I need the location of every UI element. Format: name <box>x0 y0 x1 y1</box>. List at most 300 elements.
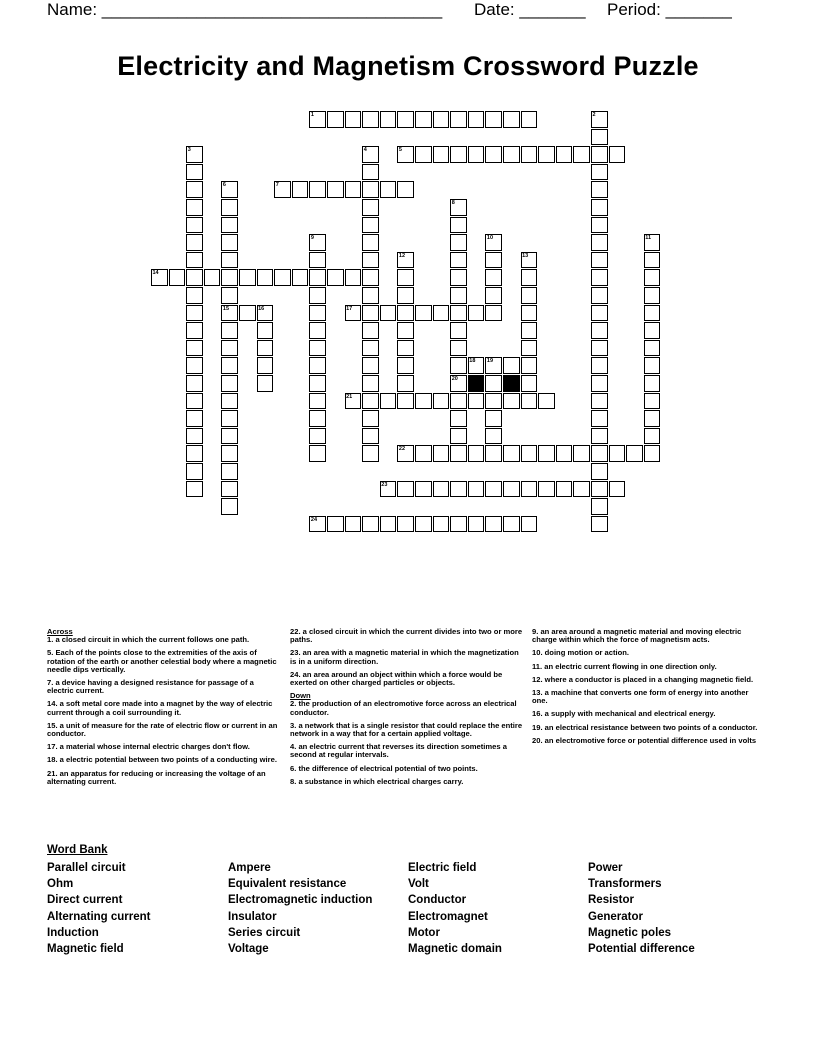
clue-across-23: 23. an area with a magnetic material in which the magnetization is in a uniform direction. <box>290 648 519 666</box>
crossword-cell[interactable] <box>450 252 467 269</box>
word-bank-item: Electric field <box>408 862 477 874</box>
crossword-cell[interactable] <box>450 305 467 322</box>
crossword-cell[interactable] <box>186 322 203 339</box>
crossword-cell[interactable] <box>503 445 520 462</box>
crossword-cell[interactable] <box>450 340 467 357</box>
crossword-cell[interactable] <box>591 305 608 322</box>
crossword-cell[interactable] <box>186 199 203 216</box>
clue-number: 1 <box>310 112 314 118</box>
crossword-cell[interactable] <box>644 252 661 269</box>
crossword-cell[interactable] <box>591 498 608 515</box>
date-field-label[interactable]: Date: _______ <box>474 0 586 19</box>
crossword-cell[interactable] <box>433 146 450 163</box>
crossword-cell[interactable] <box>397 305 414 322</box>
crossword-cell[interactable] <box>380 305 397 322</box>
crossword-cell[interactable] <box>468 481 485 498</box>
crossword-cell[interactable] <box>573 146 590 163</box>
crossword-cell[interactable] <box>485 375 502 392</box>
crossword-cell[interactable] <box>644 428 661 445</box>
name-field-label[interactable]: Name: ____________________________________ <box>47 0 443 19</box>
clue-down-9: 9. an area around a magnetic material and moving electric charge within which the force of magnetism acts. <box>532 627 742 645</box>
crossword-cell[interactable] <box>503 516 520 533</box>
crossword-cell[interactable] <box>521 146 538 163</box>
crossword-cell[interactable] <box>485 516 502 533</box>
word-bank-item: Volt <box>408 878 429 891</box>
across-heading: Across <box>47 627 73 636</box>
clue-across-5: 5. Each of the points close to the extremities of the axis of rotation of the earth or another celestial body where a magnetic needle dips vertically. <box>47 648 277 674</box>
crossword-cell[interactable] <box>415 393 432 410</box>
crossword-cell[interactable] <box>186 217 203 234</box>
clue-number: 17 <box>346 305 353 312</box>
word-bank-item: Direct current <box>47 894 123 907</box>
crossword-cell[interactable] <box>591 322 608 339</box>
clue-number: 11 <box>645 235 652 242</box>
crossword-cell[interactable] <box>362 410 379 427</box>
crossword-cell[interactable] <box>591 445 608 462</box>
crossword-cell[interactable] <box>644 393 661 410</box>
crossword-cell[interactable] <box>591 357 608 374</box>
clue-number: 2 <box>592 112 596 118</box>
word-bank-item: Alternating current <box>47 910 151 923</box>
crossword-cell[interactable] <box>591 234 608 251</box>
crossword-cell[interactable] <box>380 516 397 533</box>
crossword-cell[interactable] <box>450 287 467 304</box>
crossword-cell[interactable] <box>397 481 414 498</box>
crossword-cell[interactable] <box>644 375 661 392</box>
crossword-cell[interactable] <box>397 181 414 198</box>
crossword-cell[interactable] <box>644 269 661 286</box>
word-bank-item: Conductor <box>408 894 467 907</box>
crossword-cell[interactable] <box>433 305 450 322</box>
crossword-cell[interactable] <box>450 481 467 498</box>
crossword-cell[interactable] <box>450 357 467 374</box>
word-bank-title: Word Bank <box>47 844 108 856</box>
crossword-cell[interactable] <box>521 481 538 498</box>
crossword-cell[interactable] <box>591 146 608 163</box>
clue-across-24: 24. an area around an object within which a force would be exerted on other charged particles or objects. <box>290 669 503 688</box>
crossword-cell[interactable] <box>644 445 661 462</box>
clue-down-10: 10. doing motion or action. <box>532 648 630 658</box>
crossword-cell[interactable] <box>644 305 661 322</box>
crossword-cell[interactable] <box>186 357 203 374</box>
crossword-cell[interactable] <box>573 481 590 498</box>
crossword-cell[interactable] <box>521 375 538 392</box>
crossword-cell[interactable] <box>309 252 326 269</box>
word-bank-item: Induction <box>47 926 99 939</box>
clue-number: 19 <box>486 358 494 365</box>
clue-number: 18 <box>469 358 476 365</box>
crossword-cell[interactable] <box>221 463 238 480</box>
crossword-cell[interactable] <box>485 445 502 462</box>
crossword-cell[interactable] <box>468 146 485 163</box>
word-bank-item: Voltage <box>228 943 269 956</box>
clue-down-8: 8. a substance in which electrical charges carry. <box>290 776 464 786</box>
word-bank-column-4 <box>588 860 695 957</box>
word-bank-item: Insulator <box>228 910 277 923</box>
crossword-cell[interactable] <box>503 481 520 498</box>
crossword-cell[interactable] <box>450 146 467 163</box>
clue-down-20: 20. an electromotive force or potential difference used in volts <box>532 735 757 745</box>
crossword-cell[interactable] <box>221 357 238 374</box>
crossword-cell[interactable] <box>221 322 238 339</box>
crossword-cell[interactable] <box>485 393 502 410</box>
crossword-cell[interactable] <box>450 410 467 427</box>
word-bank-item: Parallel circuit <box>47 862 126 874</box>
clue-number: 10 <box>486 235 494 242</box>
clue-number: 6 <box>222 182 226 189</box>
crossword-cell[interactable] <box>644 322 661 339</box>
crossword-cell[interactable] <box>556 146 573 163</box>
crossword-cell[interactable] <box>450 269 467 286</box>
crossword-cell[interactable] <box>521 516 538 533</box>
crossword-cell[interactable] <box>468 445 485 462</box>
clues-column-3 <box>532 628 766 750</box>
crossword-cell[interactable] <box>468 516 485 533</box>
crossword-cell[interactable] <box>609 445 626 462</box>
crossword-cell[interactable] <box>221 498 238 515</box>
crossword-cell[interactable] <box>362 111 379 128</box>
period-field-label[interactable]: Period: _______ <box>607 0 732 19</box>
crossword-cell[interactable] <box>186 269 203 286</box>
crossword-cell[interactable] <box>186 164 203 181</box>
crossword-cell[interactable] <box>468 305 485 322</box>
crossword-cell[interactable] <box>362 445 379 462</box>
crossword-cell[interactable] <box>257 375 274 392</box>
word-bank-item: Ohm <box>47 878 74 891</box>
crossword-cell[interactable] <box>397 516 414 533</box>
crossword-cell[interactable] <box>397 287 414 304</box>
crossword-cell[interactable] <box>468 393 485 410</box>
crossword-cell[interactable] <box>221 287 238 304</box>
word-bank-item: Series circuit <box>228 926 301 939</box>
crossword-cell[interactable] <box>591 129 608 146</box>
crossword-cell[interactable] <box>450 393 467 410</box>
clue-number: 5 <box>398 147 402 154</box>
crossword-cell[interactable] <box>485 146 502 163</box>
crossword-cell[interactable] <box>644 410 661 427</box>
crossword-cell[interactable] <box>327 111 344 128</box>
crossword-cell[interactable] <box>309 357 326 374</box>
crossword-cell[interactable] <box>573 445 590 462</box>
crossword-cell[interactable] <box>591 287 608 304</box>
clue-down-11: 11. an electric current flowing in one direction only. <box>532 661 717 671</box>
clue-down-19: 19. an electrical resistance between two points of a conductor. <box>532 722 758 732</box>
crossword-cell[interactable] <box>450 111 467 128</box>
crossword-cell[interactable] <box>309 340 326 357</box>
clue-number: 14 <box>152 270 159 277</box>
crossword-cell[interactable] <box>538 481 555 498</box>
word-bank-item: Ampere <box>228 862 271 874</box>
crossword-cell[interactable] <box>257 357 274 374</box>
crossword-cell[interactable] <box>221 252 238 269</box>
crossword-cell[interactable] <box>309 322 326 339</box>
clue-across-7: 7. a device having a designed resistance for passage of a electric current. <box>47 678 254 696</box>
crossword-cell[interactable] <box>362 516 379 533</box>
crossword-cell[interactable] <box>644 357 661 374</box>
crossword-cell[interactable] <box>362 322 379 339</box>
clue-down-12: 12. where a conductor is placed in a changing magnetic field. <box>532 674 754 684</box>
blocked-cell <box>503 375 520 392</box>
crossword-cell[interactable] <box>591 481 608 498</box>
crossword-cell[interactable] <box>221 234 238 251</box>
crossword-cell[interactable] <box>521 322 538 339</box>
word-bank-item: Potential difference <box>588 943 695 956</box>
crossword-cell[interactable] <box>186 340 203 357</box>
clue-across-15: 15. a unit of measure for the rate of electric flow or current in an conductor. <box>47 720 278 739</box>
crossword-cell[interactable] <box>591 393 608 410</box>
crossword-cell[interactable] <box>221 199 238 216</box>
crossword-cell[interactable] <box>380 393 397 410</box>
crossword-cell[interactable] <box>591 463 608 480</box>
crossword-cell[interactable] <box>257 340 274 357</box>
crossword-cell[interactable] <box>397 111 414 128</box>
crossword-cell[interactable] <box>521 445 538 462</box>
crossword-cell[interactable] <box>591 199 608 216</box>
crossword-cell[interactable] <box>362 393 379 410</box>
crossword-cell[interactable] <box>415 445 432 462</box>
crossword-cell[interactable] <box>468 111 485 128</box>
crossword-cell[interactable] <box>485 410 502 427</box>
crossword-cell[interactable] <box>609 146 626 163</box>
crossword-cell[interactable] <box>345 181 362 198</box>
crossword-cell[interactable] <box>538 146 555 163</box>
crossword-cell[interactable] <box>221 340 238 357</box>
crossword-cell[interactable] <box>309 445 326 462</box>
crossword-cell[interactable] <box>221 410 238 427</box>
crossword-cell[interactable] <box>521 287 538 304</box>
word-bank-item: Transformers <box>588 878 662 891</box>
crossword-cell[interactable] <box>591 217 608 234</box>
crossword-cell[interactable] <box>644 340 661 357</box>
crossword-cell[interactable] <box>362 287 379 304</box>
crossword-cell[interactable] <box>221 428 238 445</box>
crossword-cell[interactable] <box>433 393 450 410</box>
crossword-cell[interactable] <box>204 269 221 286</box>
crossword-cell[interactable] <box>221 481 238 498</box>
crossword-cell[interactable] <box>521 357 538 374</box>
crossword-cell[interactable] <box>415 146 432 163</box>
crossword-cell[interactable] <box>450 217 467 234</box>
crossword-cell[interactable] <box>327 181 344 198</box>
crossword-cell[interactable] <box>362 181 379 198</box>
clue-down-13: 13. a machine that converts one form of energy into another one. <box>532 688 749 706</box>
crossword-cell[interactable] <box>186 181 203 198</box>
crossword-cell[interactable] <box>503 111 520 128</box>
crossword-cell[interactable] <box>485 287 502 304</box>
crossword-cell[interactable] <box>397 340 414 357</box>
word-bank-item: Magnetic poles <box>588 926 672 939</box>
clue-number: 13 <box>522 252 529 259</box>
crossword-cell[interactable] <box>186 410 203 427</box>
crossword-cell[interactable] <box>556 481 573 498</box>
word-bank-item: Power <box>588 862 623 874</box>
crossword-cell[interactable] <box>485 481 502 498</box>
word-bank-item: Electromagnetic induction <box>228 894 373 907</box>
page-title: Electricity and Magnetism Crossword Puzzle <box>117 51 699 81</box>
crossword-cell[interactable] <box>309 269 326 286</box>
clue-across-21: 21. an apparatus for reducing or increasing the voltage of an alternating current. <box>47 768 266 786</box>
crossword-cell[interactable] <box>433 111 450 128</box>
crossword-cell[interactable] <box>186 287 203 304</box>
clue-down-16: 16. a supply with mechanical and electrical energy. <box>532 709 716 719</box>
crossword-cell[interactable] <box>538 445 555 462</box>
down-heading: Down <box>290 691 311 701</box>
crossword-cell[interactable] <box>186 463 203 480</box>
crossword-cell[interactable] <box>644 287 661 304</box>
crossword-cell[interactable] <box>221 393 238 410</box>
crossword-cell[interactable] <box>169 269 186 286</box>
crossword-cell[interactable] <box>591 375 608 392</box>
crossword-cell[interactable] <box>186 481 203 498</box>
crossword-cell[interactable] <box>450 322 467 339</box>
crossword-cell[interactable] <box>485 252 502 269</box>
clue-number: 21 <box>346 393 353 400</box>
crossword-cell[interactable] <box>450 428 467 445</box>
crossword-cell[interactable] <box>591 164 608 181</box>
crossword-cell[interactable] <box>186 375 203 392</box>
clue-number: 16 <box>258 305 265 312</box>
crossword-cell[interactable] <box>345 111 362 128</box>
crossword-cell[interactable] <box>362 340 379 357</box>
crossword-cell[interactable] <box>415 516 432 533</box>
word-bank-item: Electromagnet <box>408 910 488 923</box>
crossword-cell[interactable] <box>521 340 538 357</box>
crossword-cell[interactable] <box>503 393 520 410</box>
word-bank-item: Generator <box>588 910 643 923</box>
crossword-cell[interactable] <box>397 269 414 286</box>
crossword-cell[interactable] <box>362 164 379 181</box>
crossword-cell[interactable] <box>485 269 502 286</box>
crossword-cell[interactable] <box>186 252 203 269</box>
crossword-cell[interactable] <box>327 269 344 286</box>
crossword-cell[interactable] <box>397 322 414 339</box>
crossword-cell[interactable] <box>274 269 291 286</box>
crossword-cell[interactable] <box>521 111 538 128</box>
crossword-cell[interactable] <box>591 181 608 198</box>
crossword-cell[interactable] <box>327 516 344 533</box>
crossword-cell[interactable] <box>397 393 414 410</box>
crossword-cell[interactable] <box>309 428 326 445</box>
blocked-cell <box>468 375 485 392</box>
crossword-cell[interactable] <box>538 393 555 410</box>
crossword-cell[interactable] <box>345 269 362 286</box>
crossword-cell[interactable] <box>397 357 414 374</box>
clue-number: 8 <box>451 200 455 206</box>
crossword-cell[interactable] <box>485 111 502 128</box>
crossword-cell[interactable] <box>221 445 238 462</box>
crossword-cell[interactable] <box>186 393 203 410</box>
clue-down-3: 3. a network that is a single resistor that could replace the entire network in a way that for a certain applied voltage. <box>290 720 523 739</box>
crossword-cell[interactable] <box>309 375 326 392</box>
crossword-cell[interactable] <box>362 269 379 286</box>
crossword-cell[interactable] <box>591 252 608 269</box>
clue-number: 15 <box>222 305 230 312</box>
crossword-cell[interactable] <box>591 410 608 427</box>
crossword-cell[interactable] <box>521 305 538 322</box>
crossword-cell[interactable] <box>485 428 502 445</box>
clue-down-4: 4. an electric current that reverses its direction sometimes a second at regular intervals. <box>290 742 507 760</box>
crossword-cell[interactable] <box>556 445 573 462</box>
crossword-cell[interactable] <box>362 234 379 251</box>
word-bank-item: Magnetic domain <box>408 943 502 956</box>
crossword-cell[interactable] <box>309 305 326 322</box>
crossword-cell[interactable] <box>292 269 309 286</box>
crossword-cell[interactable] <box>362 357 379 374</box>
crossword-cell[interactable] <box>521 269 538 286</box>
crossword-cell[interactable] <box>503 146 520 163</box>
crossword-cell[interactable] <box>591 516 608 533</box>
crossword-cell[interactable] <box>257 322 274 339</box>
crossword-cell[interactable] <box>450 445 467 462</box>
crossword-cell[interactable] <box>433 481 450 498</box>
crossword-cell[interactable] <box>415 481 432 498</box>
crossword-cell[interactable] <box>362 428 379 445</box>
crossword-cell[interactable] <box>362 199 379 216</box>
crossword-cell[interactable] <box>309 181 326 198</box>
crossword-cell[interactable] <box>626 445 643 462</box>
crossword-cell[interactable] <box>186 305 203 322</box>
crossword-cell[interactable] <box>415 305 432 322</box>
crossword-cell[interactable] <box>433 445 450 462</box>
crossword-cell[interactable] <box>221 269 238 286</box>
crossword-cell[interactable] <box>362 375 379 392</box>
crossword-cell[interactable] <box>503 357 520 374</box>
crossword-cell[interactable] <box>450 234 467 251</box>
crossword-cell[interactable] <box>186 428 203 445</box>
clue-number: 20 <box>451 376 458 382</box>
crossword-cell[interactable] <box>221 217 238 234</box>
clue-number: 7 <box>275 182 279 189</box>
crossword-cell[interactable] <box>591 340 608 357</box>
clue-number: 22 <box>398 446 406 453</box>
crossword-cell[interactable] <box>380 111 397 128</box>
crossword-cell[interactable] <box>309 393 326 410</box>
crossword-cell[interactable] <box>239 269 256 286</box>
word-bank-column-2 <box>228 860 372 957</box>
crossword-cell[interactable] <box>239 305 256 322</box>
crossword-cell[interactable] <box>292 181 309 198</box>
crossword-cell[interactable] <box>362 217 379 234</box>
crossword-cell[interactable] <box>415 111 432 128</box>
word-bank-item: Equivalent resistance <box>228 878 347 891</box>
clue-number: 4 <box>363 147 367 154</box>
crossword-cell[interactable] <box>309 287 326 304</box>
word-bank-item: Motor <box>408 926 440 939</box>
crossword-cell[interactable] <box>450 516 467 533</box>
crossword-cell[interactable] <box>257 269 274 286</box>
word-bank-item: Magnetic field <box>47 943 124 956</box>
crossword-cell[interactable] <box>380 181 397 198</box>
clues-column-2 <box>290 628 524 791</box>
crossword-cell[interactable] <box>186 234 203 251</box>
crossword-cell[interactable] <box>362 305 379 322</box>
crossword-cell[interactable] <box>591 428 608 445</box>
clue-across-1: 1. a closed circuit in which the current follows one path. <box>47 635 250 645</box>
crossword-cell[interactable] <box>362 252 379 269</box>
clue-across-18: 18. a electric potential between two points of a conducting wire. <box>47 755 277 765</box>
crossword-cell[interactable] <box>309 410 326 427</box>
crossword-cell[interactable] <box>591 269 608 286</box>
crossword-cell[interactable] <box>433 516 450 533</box>
crossword-cell[interactable] <box>521 393 538 410</box>
crossword-cell[interactable] <box>186 445 203 462</box>
crossword-cell[interactable] <box>221 375 238 392</box>
crossword-cell[interactable] <box>609 481 626 498</box>
crossword-cell[interactable] <box>485 305 502 322</box>
crossword-cell[interactable] <box>345 516 362 533</box>
word-bank-column-3 <box>408 860 502 957</box>
crossword-cell[interactable] <box>397 375 414 392</box>
